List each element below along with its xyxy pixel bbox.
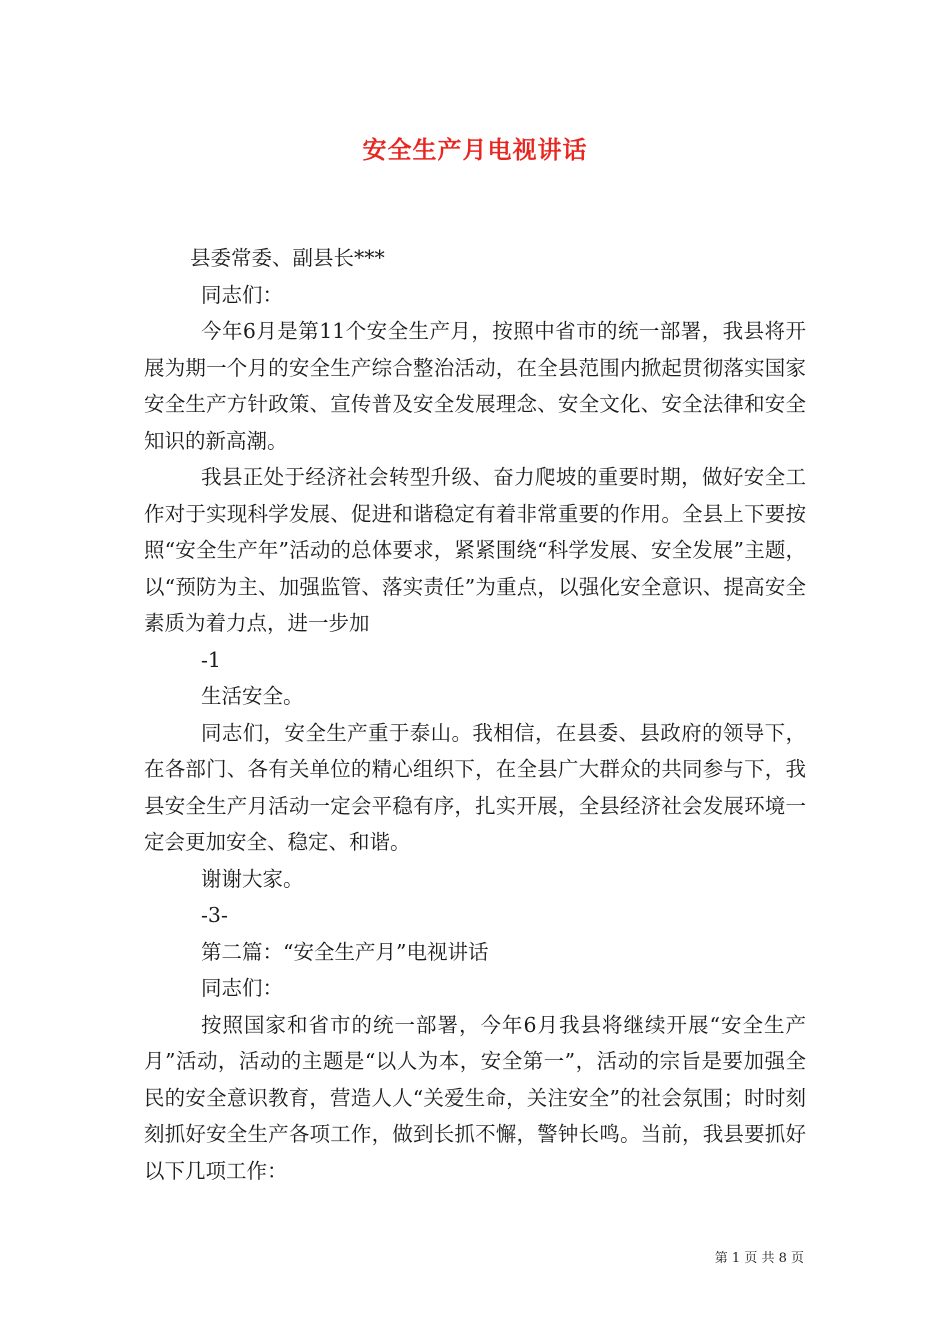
salutation: 同志们：: [201, 976, 283, 1000]
page-number-footer: 第 1 页 共 8 页: [714, 1251, 804, 1266]
paragraph: 按照国家和省市的统一部署，今年6月我县将继续开展“安全生产月”活动，活动的主题是“以人为本，安全第一”，活动的宗旨是要加强全民的安全意识教育，营造人人“关爱生命，关注安全”的社会氛围；时时刻刻抓好安全生产各项工作，做到长抓不懈，警钟长鸣。当前，我县要抓好以下几项工作：: [144, 1012, 806, 1183]
paragraph: 今年6月是第11个安全生产月，按照中省市的统一部署，我县将开展为期一个月的安全生产综合整治活动，在全县范围内掀起贯彻落实国家安全生产方针政策、宣传普及安全发展理念、安全文化、安全法律和安全知识的新高潮。: [144, 319, 806, 453]
page-marker: -1: [201, 647, 221, 672]
document-title: 安全生产月电视讲话: [362, 135, 588, 164]
page-marker: -3-: [201, 903, 228, 927]
paragraph: 同志们，安全生产重于泰山。我相信，在县委、县政府的领导下，在各部门、各有关单位的精心组织下，在全县广大群众的共同参与下，我县安全生产月活动一定会平稳有序，扎实开展，全县经济社会发展环境一定会更加安全、稳定、和谐。: [144, 720, 806, 854]
document-body: [144, 240, 806, 1189]
author-line: 县委常委、副县长***: [190, 246, 385, 270]
section-heading: 第二篇：“安全生产月”电视讲话: [201, 939, 489, 964]
closing-line: 谢谢大家。: [201, 866, 304, 891]
paragraph: 生活安全。: [201, 684, 304, 708]
paragraph: 我县正处于经济社会转型升级、奋力爬坡的重要时期，做好安全工作对于实现科学发展、促进和谐稳定有着非常重要的作用。全县上下要按照“安全生产年”活动的总体要求，紧紧围绕“科学发展、安全发展”主题，以“预防为主、加强监管、落实责任”为重点，以强化安全意识、提高安全素质为着力点，进一步加: [144, 465, 806, 635]
salutation: 同志们：: [201, 282, 283, 307]
